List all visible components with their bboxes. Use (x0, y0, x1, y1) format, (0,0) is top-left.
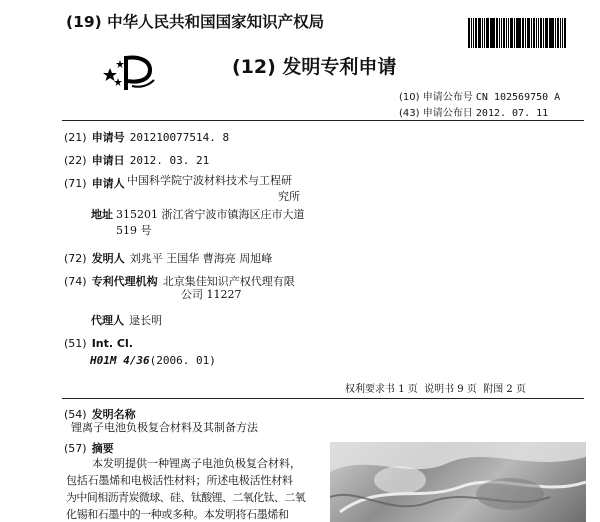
claims-label: 权利要求书 (345, 384, 395, 395)
publication-date: 2012. 07. 11 (475, 108, 549, 119)
barcode-bar (478, 18, 481, 48)
application-date-row (64, 149, 209, 168)
barcode-bar (487, 18, 489, 48)
agent-label: 代理人 (91, 314, 124, 327)
inventors-row (64, 247, 272, 266)
barcode-bar (564, 18, 566, 48)
inventors: 刘兆平 王国华 曹海亮 周旭峰 (129, 252, 273, 265)
barcode-bar (533, 18, 535, 48)
application-date: 2012. 03. 21 (129, 154, 210, 167)
page-unit: 页 (466, 384, 477, 395)
agency-row (64, 270, 295, 289)
abstract-line: 本发明提供一种锂离子电池负极复合材料， (92, 457, 301, 470)
agent-row (91, 309, 162, 328)
page-count-row (345, 380, 526, 395)
application-number: 201210077514. 8 (129, 131, 230, 144)
page-unit: 页 (515, 384, 526, 395)
agent: 逯长明 (129, 314, 163, 327)
barcode-bar (549, 18, 552, 48)
barcode (468, 18, 576, 48)
description-label: 说明书 (424, 384, 455, 395)
barcode-bar (492, 18, 495, 48)
section-divider (62, 398, 584, 399)
field-code: (22) (64, 154, 87, 167)
publication-number: CN 102569750 A (475, 92, 561, 103)
address-line2: 519 号 (116, 224, 152, 237)
application-date-label: 申请日 (91, 154, 125, 167)
issuing-office: (19) 中华人民共和国国家知识产权局 (66, 13, 325, 31)
publication-date-label: (43) 申请公布日 (399, 108, 473, 119)
applicant-row (64, 172, 125, 191)
patent-office-emblem-icon (96, 50, 158, 96)
ipc-version: (2006. 01) (149, 354, 216, 367)
barcode-bar (557, 18, 559, 48)
barcode-bar (473, 18, 474, 48)
description-pages: 9 (457, 384, 464, 395)
int-cl-label: Int. Cl. (91, 337, 133, 350)
invention-title: 锂离子电池负极复合材料及其制备方法 (71, 421, 258, 434)
page-unit: 页 (407, 384, 418, 395)
barcode-bar (508, 18, 509, 48)
inventors-label: 发明人 (91, 252, 125, 265)
barcode-bar (510, 18, 513, 48)
ipc-class: H01M 4/36 (90, 354, 150, 367)
field-code: (71) (64, 177, 87, 190)
agency-name-line1: 北京集佳知识产权代理有限 (162, 275, 295, 288)
barcode-bar (543, 18, 544, 48)
applicant-name-line2: 究所 (278, 190, 300, 203)
field-code: (54) (64, 408, 87, 421)
barcode-bar (523, 18, 524, 48)
field-code: (72) (64, 252, 87, 265)
barcode-bar (484, 18, 485, 48)
drawings-label: 附图 (483, 384, 504, 395)
barcode-bar (468, 18, 470, 48)
address-label: 地址 (91, 208, 113, 221)
barcode-bar (518, 18, 520, 48)
barcode-bar (503, 18, 505, 48)
ipc-classification (90, 349, 216, 368)
invention-title-label: 发明名称 (91, 408, 136, 421)
field-code: (21) (64, 131, 87, 144)
claims-pages: 1 (398, 384, 405, 395)
abstract-heading-row (64, 437, 114, 456)
publication-date-row (399, 104, 548, 119)
barcode-bar (499, 18, 500, 48)
abstract-label: 摘要 (91, 442, 114, 455)
abstract-line: 化锡和石墨中的一种或多种。本发明将石墨烯和 (66, 508, 289, 521)
application-number-row (64, 126, 229, 145)
document-type: (12) 发明专利申请 (232, 56, 397, 78)
drawings-pages: 2 (506, 384, 513, 395)
barcode-bar (546, 18, 548, 48)
barcode-bar (562, 18, 563, 48)
publication-number-label: (10) 申请公布号 (399, 92, 473, 103)
abstract-line: 包括石墨烯和电极活性材料；所述电极活性材料 (66, 474, 293, 487)
field-code: (57) (64, 442, 87, 455)
field-code: (74) (64, 275, 87, 288)
applicant-label: 申请人 (91, 177, 125, 190)
address-line1: 315201 浙江省宁波市镇海区庄市大道 (116, 208, 305, 221)
publication-number-row (399, 88, 560, 103)
application-number-label: 申请号 (91, 131, 125, 144)
header-divider (62, 120, 584, 121)
barcode-bar (553, 18, 554, 48)
agency-name-line2: 公司 11227 (181, 288, 242, 301)
abstract-micrograph-image (330, 442, 586, 522)
applicant-name-line1: 中国科学院宁波材料技术与工程研 (127, 174, 292, 187)
barcode-bar (538, 18, 539, 48)
abstract-line: 为中间相沥青炭微球、硅、钛酸锂、二氧化钛、二氧 (66, 491, 306, 504)
barcode-bar (514, 18, 515, 48)
agency-label: 专利代理机构 (91, 275, 158, 288)
barcode-bar (527, 18, 530, 48)
field-code: (51) (64, 337, 87, 350)
